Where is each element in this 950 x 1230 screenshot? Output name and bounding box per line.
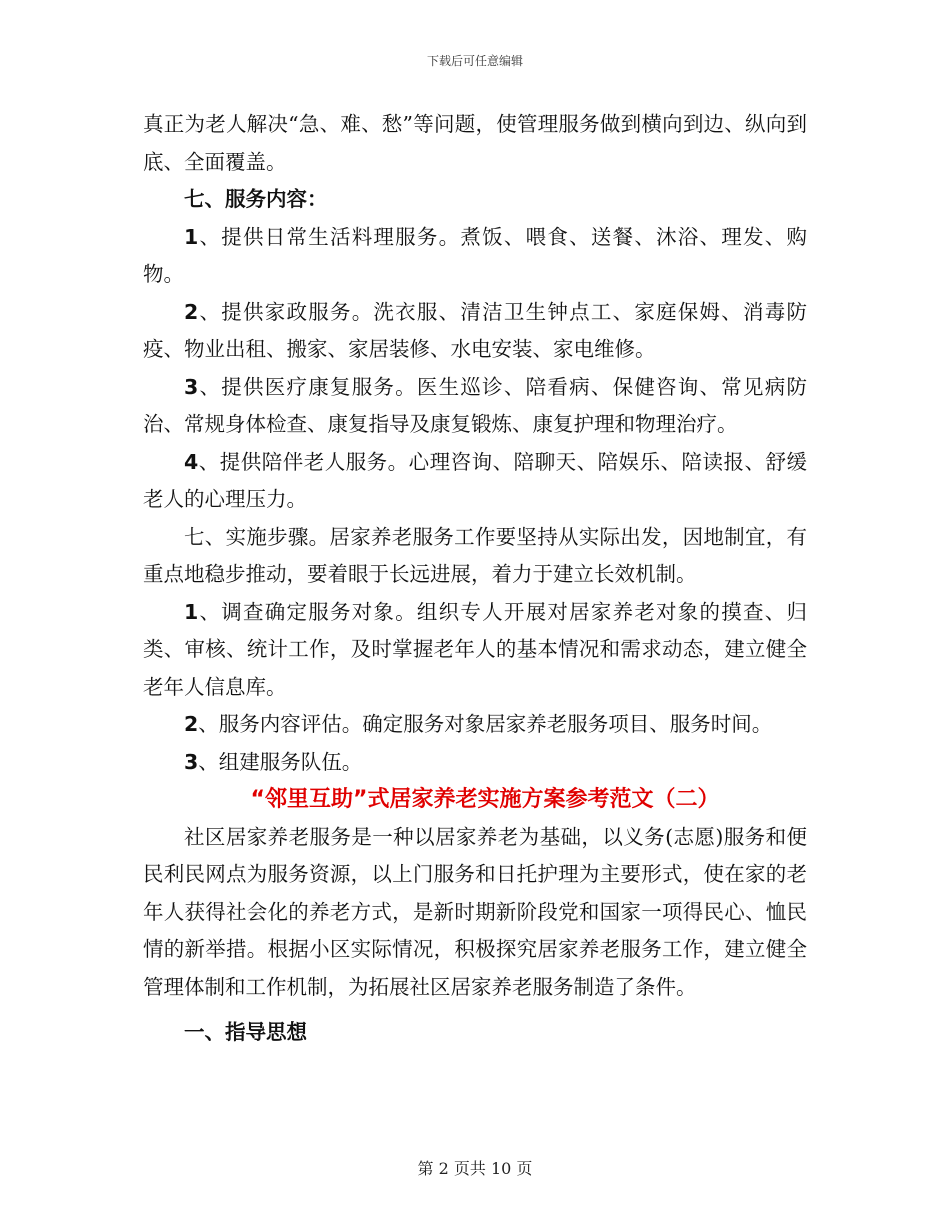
service-item-3-number: 3: [184, 374, 199, 399]
step-item-1-number: 1: [184, 599, 199, 624]
community-paragraph: 社区居家养老服务是一种以居家养老为基础，以义务(志愿)服务和便民利民网点为服务资源，以上门服务和日托护理为主要形式，使在家的老年人获得社会化的养老方式，是新时期新阶段党和国家一项得民心、恤民情的新举措。根据小区实际情况，积极探究居家养老服务工作，建立健全管理体制和工作机制，为拓展社区居家养老服务制造了条件。: [143, 824, 807, 999]
step-item-2: [143, 706, 807, 744]
spacer: [143, 1006, 807, 1014]
step-item-1-text: 、调查确定服务对象。组织专人开展对居家养老对象的摸查、归类、审核、统计工作，及时掌握老年人的基本情况和需求动态，建立健全老年人信息库。: [143, 599, 807, 699]
header-note: 下载后可任意编辑: [426, 54, 523, 68]
section-title: “邻里互助”式居家养老实施方案参考范文（二）: [250, 787, 720, 812]
step-item-1: [143, 594, 807, 707]
service-item-3: [143, 369, 807, 444]
page-number: 第 2 页共 10 页: [417, 1159, 533, 1178]
service-item-1-text: 、提供日常生活料理服务。煮饭、喂食、送餐、沐浴、理发、购物。: [143, 224, 807, 286]
service-item-2-number: 2: [184, 299, 199, 324]
step-item-2-number: 2: [184, 712, 199, 736]
service-item-4-number: 4: [184, 449, 199, 474]
intro-paragraph: 真正为老人解决“急、难、愁”等问题，使管理服务做到横向到边、纵向到底、全面覆盖。: [143, 112, 807, 174]
service-item-1: [143, 219, 807, 294]
step-item-3-number: 3: [184, 749, 199, 774]
service-item-3-text: 、提供医疗康复服务。医生巡诊、陪看病、保健咨询、常见病防治、常规身体检查、康复指导及康复锻炼、康复护理和物理治疗。: [143, 374, 807, 436]
document-body: [143, 106, 807, 1052]
service-item-2-text: 、提供家政服务。洗衣服、清洁卫生钟点工、家庭保姆、消毒防疫、物业出租、搬家、家居装修、水电安装、家电维修。: [143, 299, 807, 361]
service-item-2: [143, 294, 807, 369]
step-item-3-text: 、组建服务队伍。: [198, 749, 363, 774]
services-heading: 七、服务内容：: [184, 187, 328, 211]
step-item-3: [143, 744, 807, 782]
steps-paragraph: 七、实施步骤。居家养老服务工作要坚持从实际出发，因地制宜，有重点地稳步推动，要着眼于长远进展，着力于建立长效机制。: [143, 524, 807, 586]
step-item-2-text: 、服务内容评估。确定服务对象居家养老服务项目、服务时间。: [198, 712, 773, 736]
service-item-4-text: 、提供陪伴老人服务。心理咨询、陪聊天、陪娱乐、陪读报、舒缓老人的心理压力。: [143, 449, 807, 511]
guide-heading: 一、指导思想: [184, 1020, 307, 1044]
service-item-1-number: 1: [184, 224, 199, 249]
service-item-4: [143, 444, 807, 519]
